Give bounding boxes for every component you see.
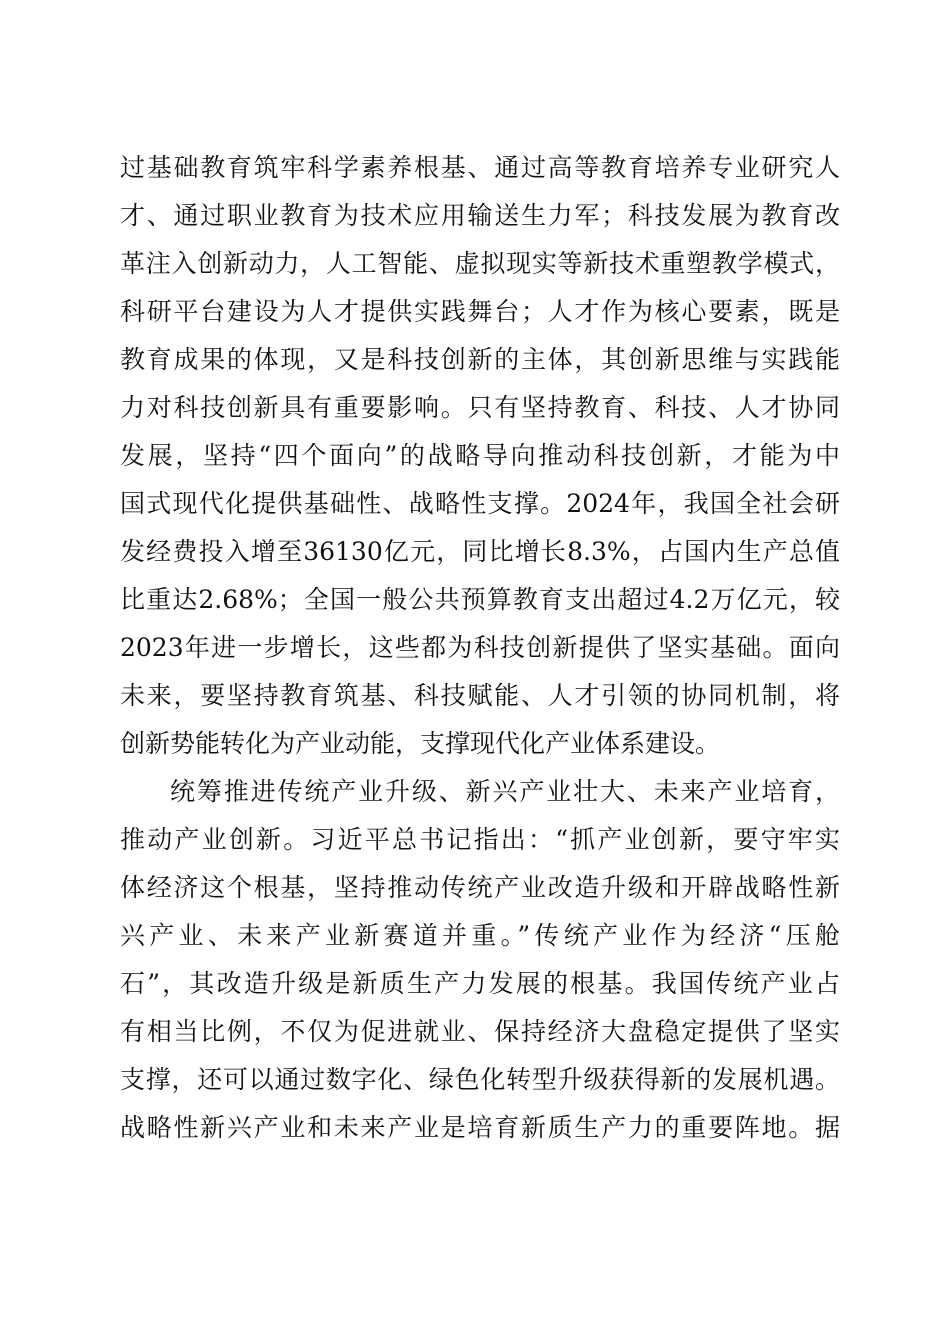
text-line: 有相当比例，不仅为促进就业、保持经济大盘稳定提供了坚实 <box>120 1017 840 1046</box>
text-line: 科研平台建设为人才提供实践舞台；人才作为核心要素，既是 <box>120 297 840 326</box>
text-line: 2023年进一步增长，这些都为科技创新提供了坚实基础。面向 <box>120 633 840 662</box>
text-line: 革注入创新动力，人工智能、虚拟现实等新技术重塑教学模式， <box>120 249 840 278</box>
text-line: 未来，要坚持教育筑基、科技赋能、人才引领的协同机制，将 <box>120 681 840 710</box>
text-line: 兴产业、未来产业新赛道并重。”传统产业作为经济“压舱 <box>120 921 840 950</box>
text-line: 推动产业创新。习近平总书记指出：“抓产业创新，要守牢实 <box>120 825 840 854</box>
text-line: 教育成果的体现，又是科技创新的主体，其创新思维与实践能 <box>120 345 840 374</box>
text-line: 体经济这个根基，坚持推动传统产业改造升级和开辟战略性新 <box>120 873 840 902</box>
body-text <box>120 144 840 1152</box>
text-line: 石”，其改造升级是新质生产力发展的根基。我国传统产业占 <box>120 969 840 998</box>
text-line: 过基础教育筑牢科学素养根基、通过高等教育培养专业研究人 <box>120 153 840 182</box>
paragraph-end-line: 创新势能转化为产业动能，支撑现代化产业体系建设。 <box>120 729 721 758</box>
paragraph-start-line: 统筹推进传统产业升级、新兴产业壮大、未来产业培育， <box>170 777 840 806</box>
text-line: 比重达2.68%；全国一般公共预算教育支出超过4.2万亿元，较 <box>120 585 840 614</box>
text-line: 才、通过职业教育为技术应用输送生力军；科技发展为教育改 <box>120 201 840 230</box>
text-line: 发展，坚持“四个面向”的战略导向推动科技创新，才能为中 <box>120 441 840 470</box>
text-line: 国式现代化提供基础性、战略性支撑。2024年，我国全社会研 <box>120 489 840 518</box>
text-line: 支撑，还可以通过数字化、绿色化转型升级获得新的发展机遇。 <box>120 1065 840 1094</box>
text-line: 发经费投入增至36130亿元，同比增长8.3%，占国内生产总值 <box>120 537 840 566</box>
text-line: 力对科技创新具有重要影响。只有坚持教育、科技、人才协同 <box>120 393 840 422</box>
text-line: 战略性新兴产业和未来产业是培育新质生产力的重要阵地。据 <box>120 1113 840 1142</box>
